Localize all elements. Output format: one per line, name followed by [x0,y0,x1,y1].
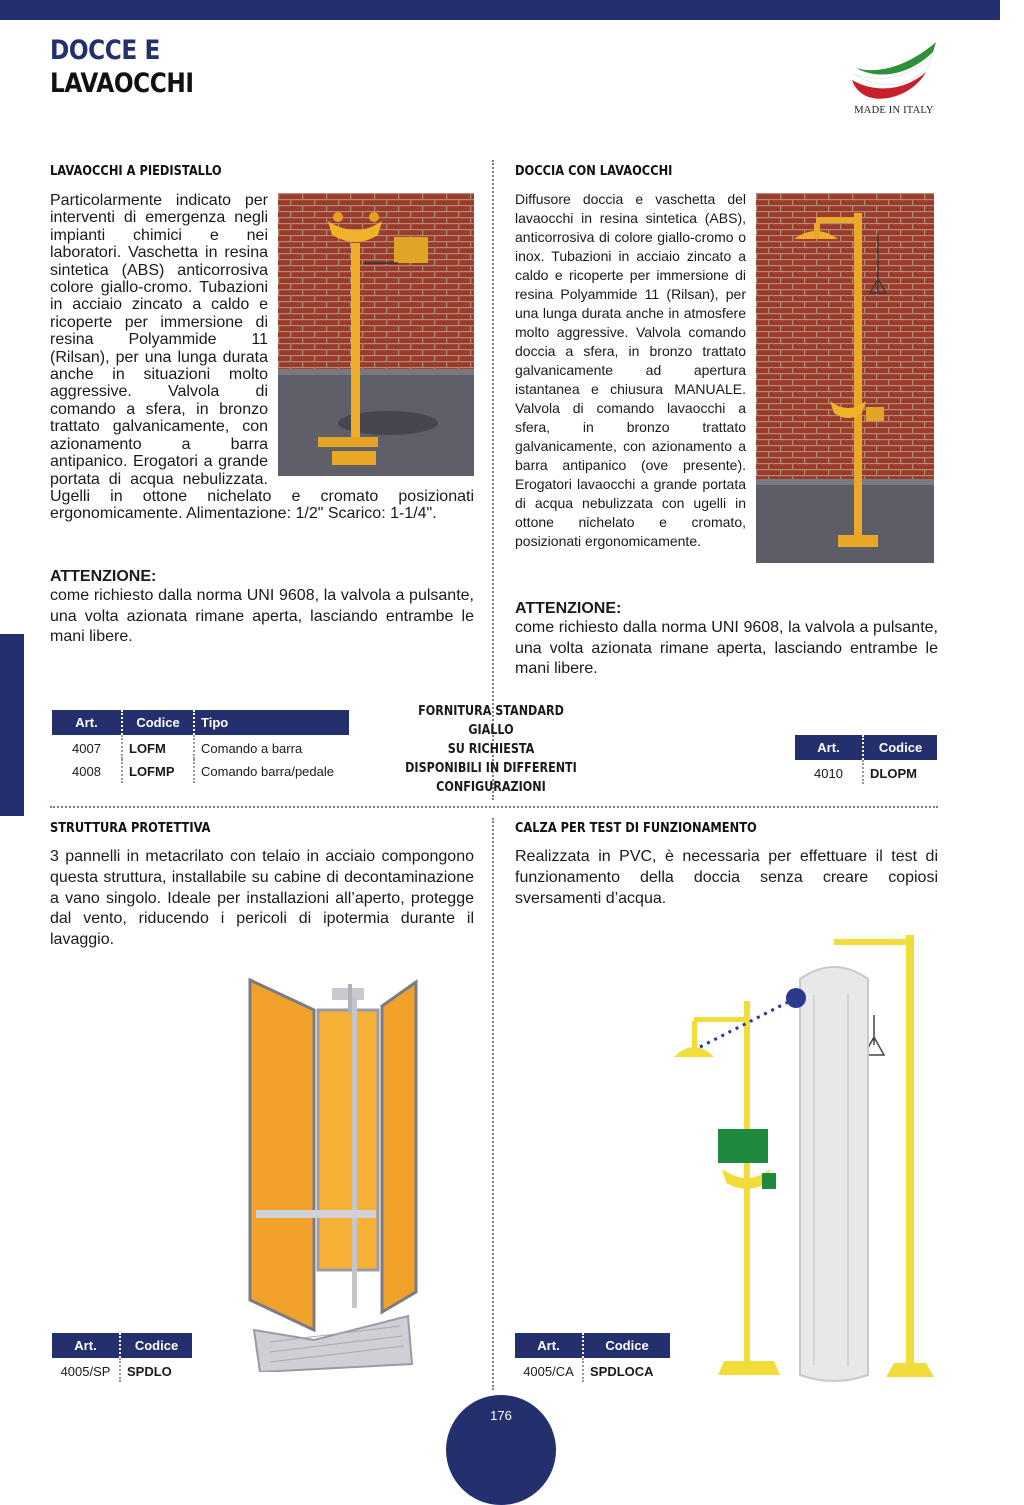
lavaocchi-description [50,192,474,523]
attention-text-right: come richiesto dalla norma UNI 9608, la valvola a pulsante, una volta azionata rimane aperta, lasciando entrambe le mani libere. [515,619,938,677]
table-row [52,759,349,783]
table-lavaocchi [52,710,349,783]
heading-doccia-lavaocchi: DOCCIA CON LAVAOCCHI [515,164,673,179]
attention-text-left: come richiesto dalla norma UNI 9608, la valvola a pulsante, una volta azionata rimane aperta, lasciando entrambe le mani libere. [50,587,474,645]
table-row [52,1358,192,1382]
image-float-spacer [268,192,474,476]
col-codice: Codice [122,710,194,735]
col-art: Art. [795,735,863,760]
top-bar [0,0,1000,20]
cell-code: SPDLO [120,1358,192,1382]
col-tipo: Tipo [194,710,349,735]
col-art: Art. [52,710,122,735]
table-calza [515,1333,670,1382]
test-sock-photo [664,905,954,1395]
attention-title-right: ATTENZIONE: [515,600,622,617]
cell-art: 4007 [72,740,101,756]
protective-structure-photo [240,970,445,1372]
cell-code: SPDLOCA [583,1358,670,1382]
shower-eyewash-photo [756,193,934,563]
attention-title-left: ATTENZIONE: [50,568,157,585]
attention-left [50,568,474,648]
heading-lavaocchi-piedistallo: LAVAOCCHI A PIEDISTALLO [50,164,222,179]
attention-right [515,600,938,680]
page-title [50,34,194,100]
cell-code: LOFMP [122,759,194,783]
col-codice: Codice [120,1333,192,1358]
page-number: 176 [490,1408,512,1423]
column-divider-bottom [492,818,494,1390]
title-line-2: LAVAOCCHI [50,68,194,99]
side-tab [0,634,24,816]
supply-note [396,702,587,797]
table-row [52,735,349,759]
cell-art: 4005/CA [523,1363,574,1379]
cell-code: DLOPM [863,760,937,784]
cell-art: 4005/SP [60,1363,111,1379]
supply-note-line: FORNITURA STANDARD GIALLO [418,704,564,738]
cell-art: 4010 [814,765,843,781]
supply-note-line: SU RICHIESTA [447,742,535,757]
made-in-italy-badge [848,38,940,122]
title-line-1: DOCCE E [50,35,160,66]
cell-type: Comando a barra [194,735,349,759]
table-doccia [795,735,937,784]
section-divider [50,806,938,808]
cell-art: 4008 [72,763,101,779]
table-row [795,760,937,784]
struttura-description: 3 pannelli in metacrilato con telaio in acciaio compongono questa struttura, installabile su cabine di decontaminazione a vano singolo. Ideale per installazioni all’aperto, protegge dal vento, riducendo i pericoli di ipotermia durante il lavaggio. [50,848,474,949]
doccia-description: Diffusore doccia e vaschetta del lavaocchi in resina sintetica (ABS), anticorrosiva di colore giallo-cromo o inox. Tubazioni in acciaio zincato a caldo e ricoperte per immersione di resina Polyammide 11 (Rilsan), per una lunga durata anche in atmosfere molto aggressive. Valvola comando doccia a sfera, in bronzo trattato galvanicamente ad apertura istantanea e chiusura MANUALE. Valvola di comando lavaocchi a sfera, in bronzo trattato galvanicamente, con azionamento a barra antipanico (ove presente). Erogatori lavaocchi a grande portata di acqua nebulizzata con ugelli in ottone nichelato e cromato, posizionati ergonomicamente. [515,191,746,549]
col-art: Art. [515,1333,583,1358]
italy-flag-swoosh-icon [848,38,940,104]
col-codice: Codice [863,735,937,760]
made-in-italy-text: MADE IN ITALY [854,105,934,116]
calza-description: Realizzata in PVC, è necessaria per effettuare il test di funzionamento della doccia senza creare copiosi sversamenti d’acqua. [515,848,938,907]
table-row [515,1358,670,1382]
table-struttura [52,1333,192,1382]
heading-struttura-protettiva: STRUTTURA PROTETTIVA [50,821,211,836]
col-codice: Codice [583,1333,670,1358]
cell-code: LOFM [122,735,194,759]
supply-note-line: CONFIGURAZIONI [436,780,546,795]
col-art: Art. [52,1333,120,1358]
heading-calza-test: CALZA PER TEST DI FUNZIONAMENTO [515,821,757,836]
lavaocchi-body-text: Particolarmente indicato per interventi di emergenza negli impianti chimici e nei laboratori. Vaschetta in resina sintetica (ABS) anticorrosiva colore giallo-cromo. Tubazioni in acciaio zincato a caldo e ricoperte per immersione di resina Polyammide 11 (Rilsan), per una lunga durata anche in situazioni molto aggressive. Valvola di comando a sfera, in bronzo trattato galvanicamente, con azionamento a barra antipanico. Erogatori a grande portata di acqua nebulizzata. Ugelli in ottone nichelato e cromato posizionati ergonomicamente. Alimentazione: 1/2" Scarico: 1-1/4". [50,192,474,523]
cell-type: Comando barra/pedale [194,759,349,783]
supply-note-line: DISPONIBILI IN DIFFERENTI [405,761,577,776]
